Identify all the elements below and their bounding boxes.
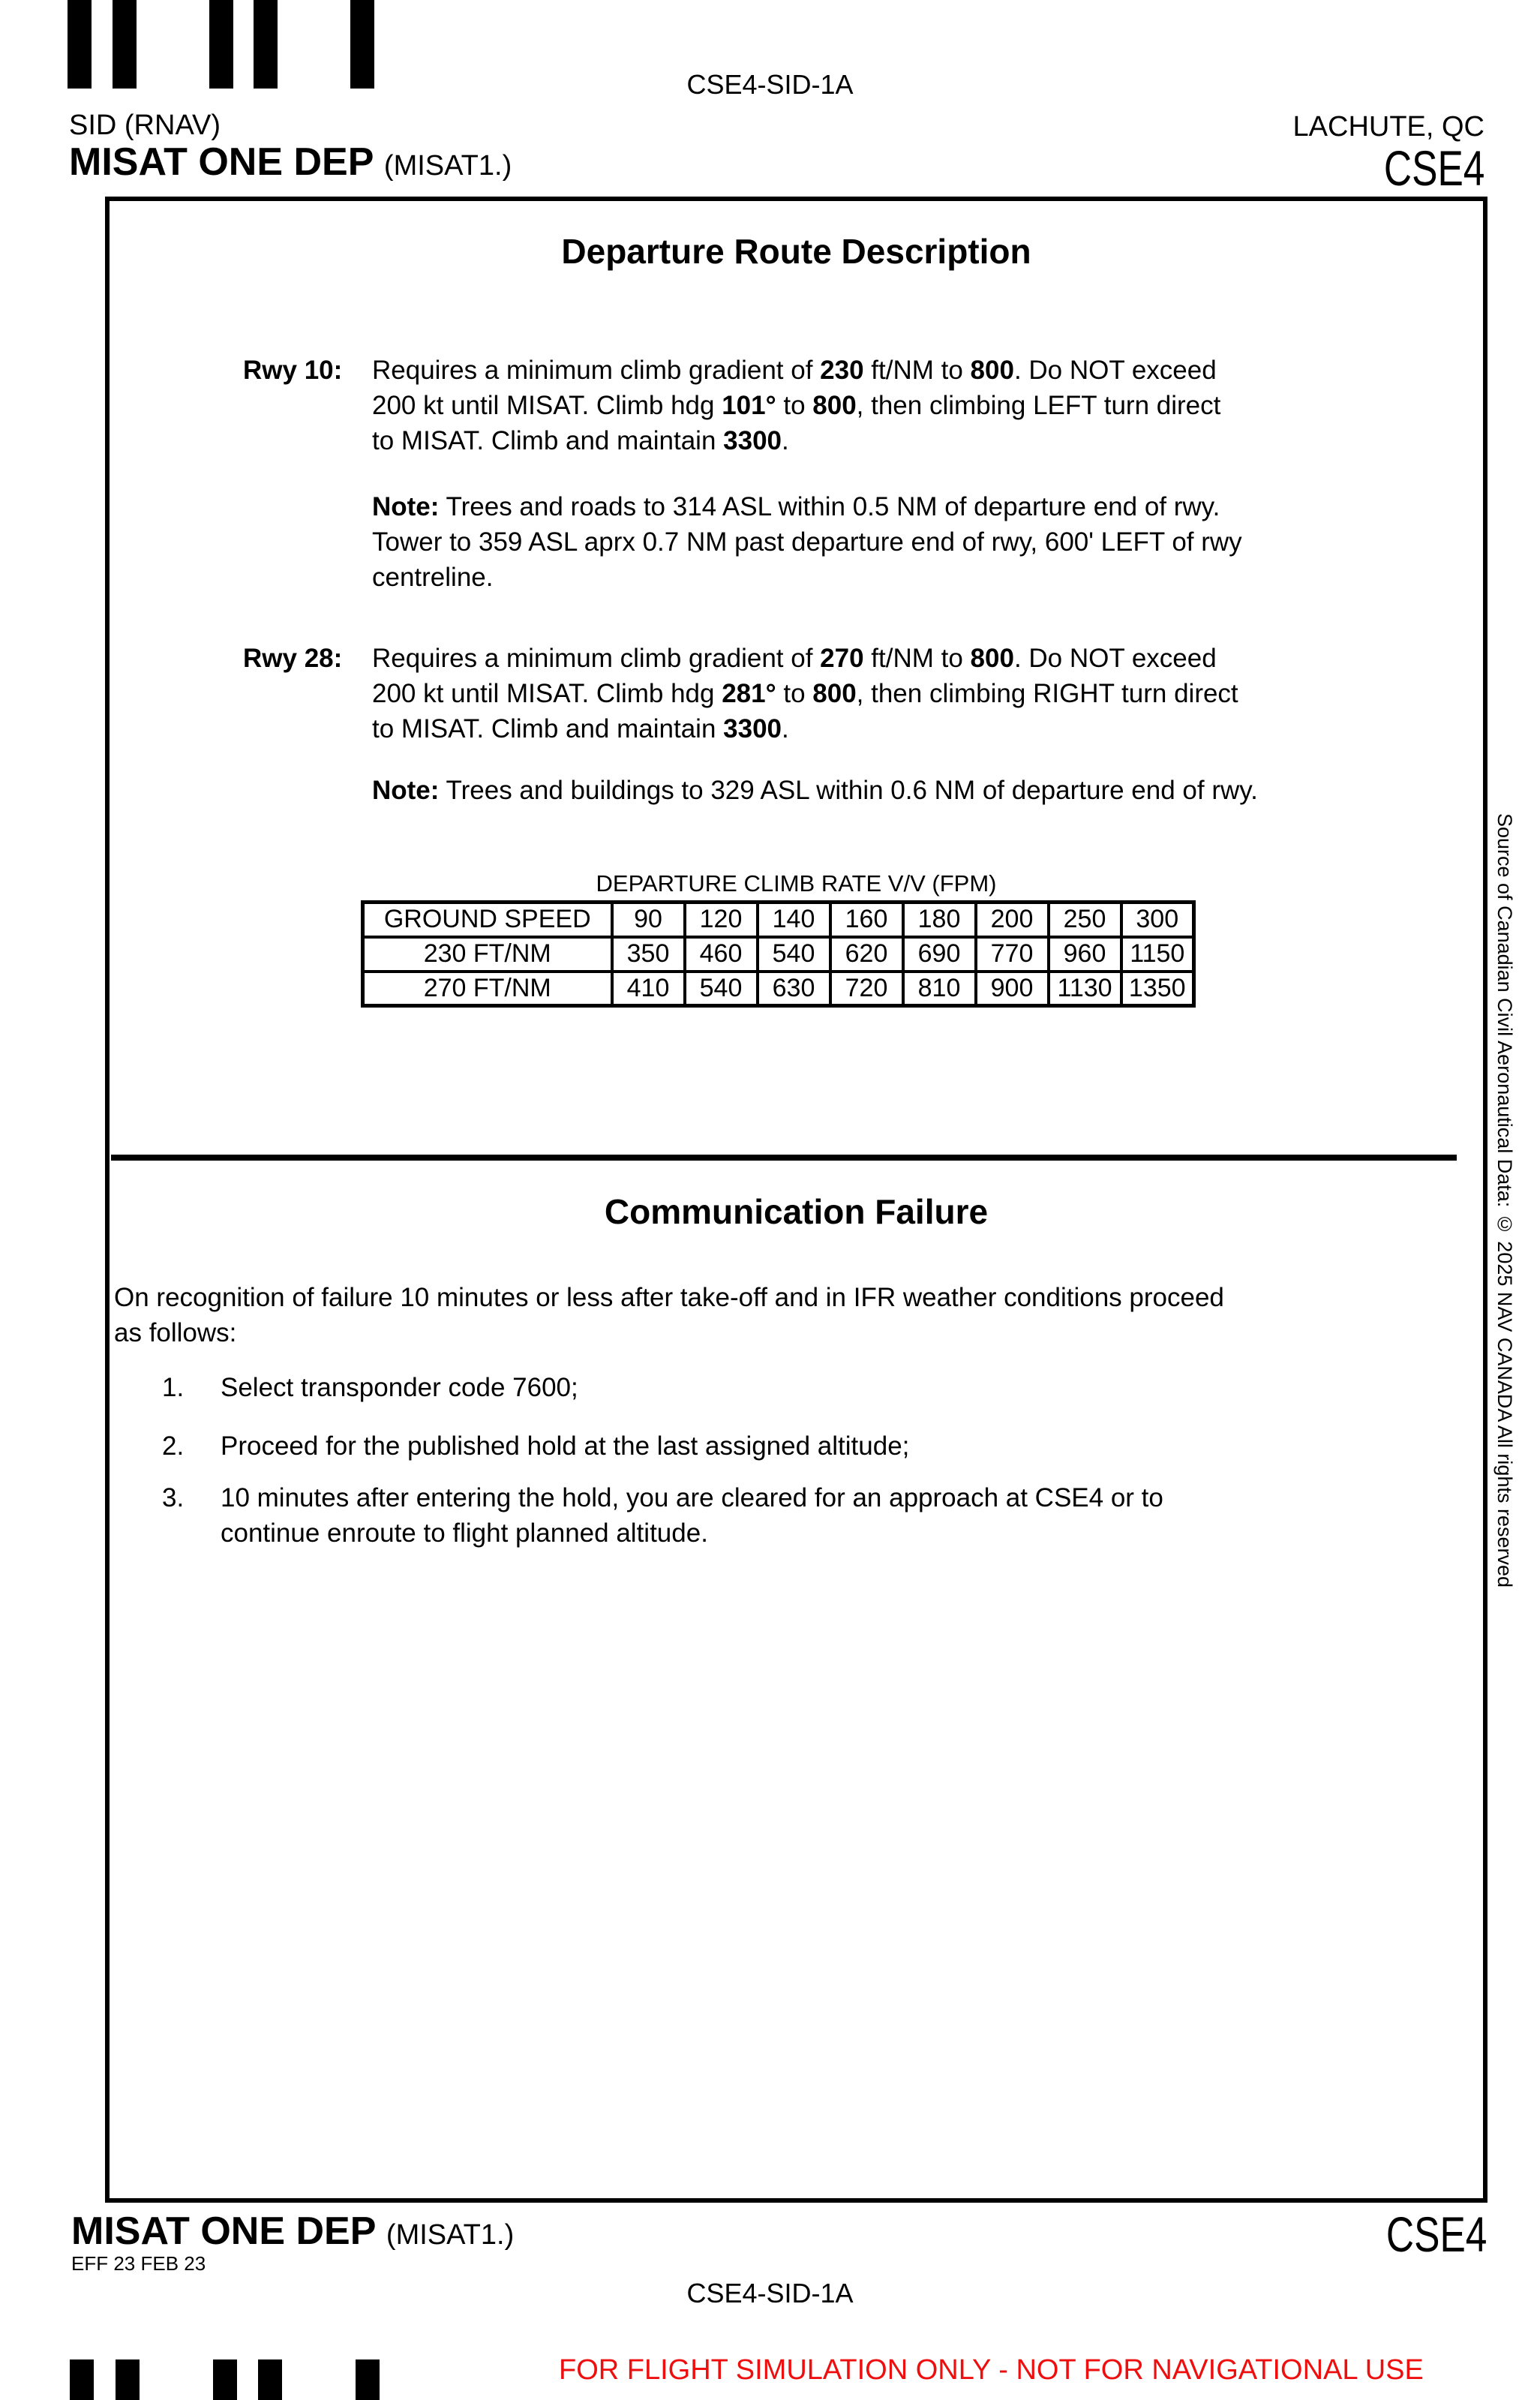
main-content-box [105, 197, 1487, 2203]
table-cell: 140 [758, 903, 830, 937]
chart-code-top: CSE4-SID-1A [686, 69, 854, 100]
table-cell: 1130 [1049, 972, 1121, 1006]
route-description-title: Departure Route Description [561, 232, 1031, 271]
table-cell: 1350 [1121, 972, 1194, 1006]
simulation-disclaimer: FOR FLIGHT SIMULATION ONLY - NOT FOR NAVIGATIONAL USE [559, 2354, 1424, 2386]
chart-type-label: SID (RNAV) [69, 110, 221, 141]
rwy28-note: Note: Trees and buildings to 329 ASL within 0.6 NM of departure end of rwy. [372, 776, 1258, 805]
climb-table-title: DEPARTURE CLIMB RATE V/V (FPM) [596, 870, 997, 897]
table-cell: 810 [903, 972, 976, 1006]
rwy28-label: Rwy 28: [243, 644, 343, 673]
list-item: 10 minutes after entering the hold, you are cleared for an approach at CSE4 or to continue enroute to flight planned altitude. [221, 1483, 1163, 1548]
table-row [363, 972, 1194, 1006]
registration-bar [213, 2359, 237, 2400]
rwy10-body: Requires a minimum climb gradient of 230 ft/NM to 800. Do NOT exceed 200 kt until MISAT. Climb hdg 101° to 800, then climbing LEFT turn direct to MISAT. Climb and maintain 3300. [372, 356, 1221, 455]
table-header-row [363, 903, 1194, 937]
table-cell: 1150 [1121, 937, 1194, 972]
registration-bar [356, 2359, 380, 2400]
list-item: Select transponder code 7600; [221, 1373, 578, 1402]
airport-code: CSE4 [1383, 140, 1484, 196]
table-cell: 270 FT/NM [363, 972, 612, 1006]
table-cell: 770 [976, 937, 1049, 972]
table-cell: 900 [976, 972, 1049, 1006]
table-cell: 540 [685, 972, 758, 1006]
section-divider [111, 1155, 1457, 1161]
list-item-number: 1. [162, 1373, 185, 1402]
table-cell: 300 [1121, 903, 1194, 937]
footer-procedure-title [71, 2209, 514, 2254]
table-cell: 350 [612, 937, 685, 972]
table-cell: 690 [903, 937, 976, 972]
climb-rate-table [361, 900, 1196, 1008]
table-cell: 410 [612, 972, 685, 1006]
table-cell: 540 [758, 937, 830, 972]
registration-bar [116, 2359, 140, 2400]
footer-procedure-code: (MISAT1.) [386, 2219, 515, 2251]
table-cell: 180 [903, 903, 976, 937]
effective-date: EFF 23 FEB 23 [71, 2252, 206, 2275]
procedure-code: (MISAT1.) [383, 150, 512, 182]
procedure-title [69, 140, 512, 185]
table-cell: 630 [758, 972, 830, 1006]
chart-code-bottom: CSE4-SID-1A [686, 2278, 854, 2308]
table-cell: 230 FT/NM [363, 937, 612, 972]
table-cell: 460 [685, 937, 758, 972]
registration-bar [258, 2359, 282, 2400]
rwy10-label: Rwy 10: [243, 356, 343, 385]
comm-failure-intro: On recognition of failure 10 minutes or less after take-off and in IFR weather conditions proceed as follows: [114, 1283, 1224, 1347]
table-cell: GROUND SPEED [363, 903, 612, 937]
city-label: LACHUTE, QC [1292, 111, 1484, 143]
table-cell: 160 [830, 903, 903, 937]
table-row [363, 937, 1194, 972]
registration-bar [70, 2359, 94, 2400]
comm-failure-title: Communication Failure [604, 1192, 989, 1231]
footer-airport-code: CSE4 [1385, 2206, 1487, 2262]
footer-procedure-name: MISAT ONE DEP [71, 2209, 376, 2253]
table-cell: 200 [976, 903, 1049, 937]
copyright-sidebar: Source of Canadian Civil Aeronautical Data: © 2025 NAV CANADA All rights reserved [1493, 813, 1516, 1587]
table-cell: 250 [1049, 903, 1121, 937]
rwy28-body: Requires a minimum climb gradient of 270 ft/NM to 800. Do NOT exceed 200 kt until MISAT. Climb hdg 281° to 800, then climbing RIGHT turn direct to MISAT. Climb and maintain 3300. [372, 644, 1238, 743]
table-cell: 720 [830, 972, 903, 1006]
table-cell: 620 [830, 937, 903, 972]
list-item-number: 3. [162, 1483, 185, 1512]
procedure-name: MISAT ONE DEP [69, 140, 374, 184]
list-item: Proceed for the published hold at the last assigned altitude; [221, 1431, 910, 1461]
table-cell: 90 [612, 903, 685, 937]
rwy10-note: Note: Trees and roads to 314 ASL within 0.5 NM of departure end of rwy. Tower to 359 ASL aprx 0.7 NM past departure end of rwy, 600' LEFT of rwy centreline. [372, 492, 1242, 592]
table-cell: 120 [685, 903, 758, 937]
table-cell: 960 [1049, 937, 1121, 972]
list-item-number: 2. [162, 1431, 185, 1461]
